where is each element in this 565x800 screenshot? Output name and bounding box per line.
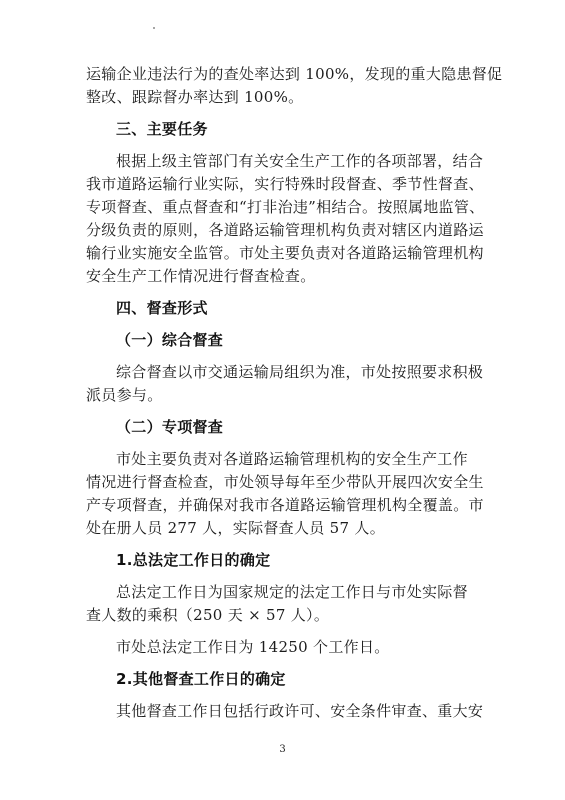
paragraph-line: 分级负责的原则，各道路运输管理机构负责对辖区内道路运 bbox=[86, 221, 484, 239]
paragraph-line: 查人数的乘积（250 天 × 57 人）。 bbox=[86, 606, 330, 624]
paragraph-line: 处在册人员 277 人，实际督查人员 57 人。 bbox=[86, 519, 385, 537]
paragraph-line: 根据上级主管部门有关安全生产工作的各项部署，结合 bbox=[116, 152, 484, 170]
paragraph-line: 其他督查工作日包括行政许可、安全条件审查、重大安 bbox=[116, 702, 484, 720]
subsection-heading-special: （二）专项督查 bbox=[116, 418, 224, 436]
section-heading-inspection-forms: 四、督查形式 bbox=[116, 299, 208, 317]
paragraph-line: 输行业实施安全监管。市处主要负责对各道路运输管理机构 bbox=[86, 244, 484, 262]
paragraph-line: 情况进行督查检查，市处领导每年至少带队开展四次安全生 bbox=[86, 473, 484, 491]
scan-speck bbox=[153, 27, 155, 29]
paragraph-line: 派员参与。 bbox=[86, 386, 163, 404]
paragraph-line: 安全生产工作情况进行督查检查。 bbox=[86, 267, 316, 285]
section-heading-main-tasks: 三、主要任务 bbox=[116, 120, 208, 138]
item-heading-total-workdays: 1.总法定工作日的确定 bbox=[116, 551, 271, 569]
subsection-heading-comprehensive: （一）综合督查 bbox=[116, 331, 224, 349]
body-text bbox=[86, 63, 506, 723]
page-number: 3 bbox=[279, 744, 286, 755]
paragraph-line: 我市道路运输行业实际，实行特殊时段督查、季节性督查、 bbox=[86, 175, 484, 193]
paragraph-line: 专项督查、重点督查和“打非治违”相结合。按照属地监管、 bbox=[86, 198, 485, 216]
paragraph-line: 综合督查以市交通运输局组织为准，市处按照要求积极 bbox=[116, 363, 484, 381]
paragraph-line: 整改、跟踪督办率达到 100%。 bbox=[86, 88, 304, 106]
paragraph-line: 总法定工作日为国家规定的法定工作日与市处实际督 bbox=[116, 583, 468, 601]
paragraph-line: 市处总法定工作日为 14250 个工作日。 bbox=[116, 638, 390, 656]
paragraph-line: 市处主要负责对各道路运输管理机构的安全生产工作 bbox=[116, 450, 468, 468]
paragraph-line: 产专项督查，并确保对我市各道路运输管理机构全覆盖。市 bbox=[86, 496, 484, 514]
item-heading-other-workdays: 2.其他督查工作日的确定 bbox=[116, 670, 286, 688]
paragraph-line: 运输企业违法行为的查处率达到 100%，发现的重大隐患督促 bbox=[86, 65, 503, 83]
